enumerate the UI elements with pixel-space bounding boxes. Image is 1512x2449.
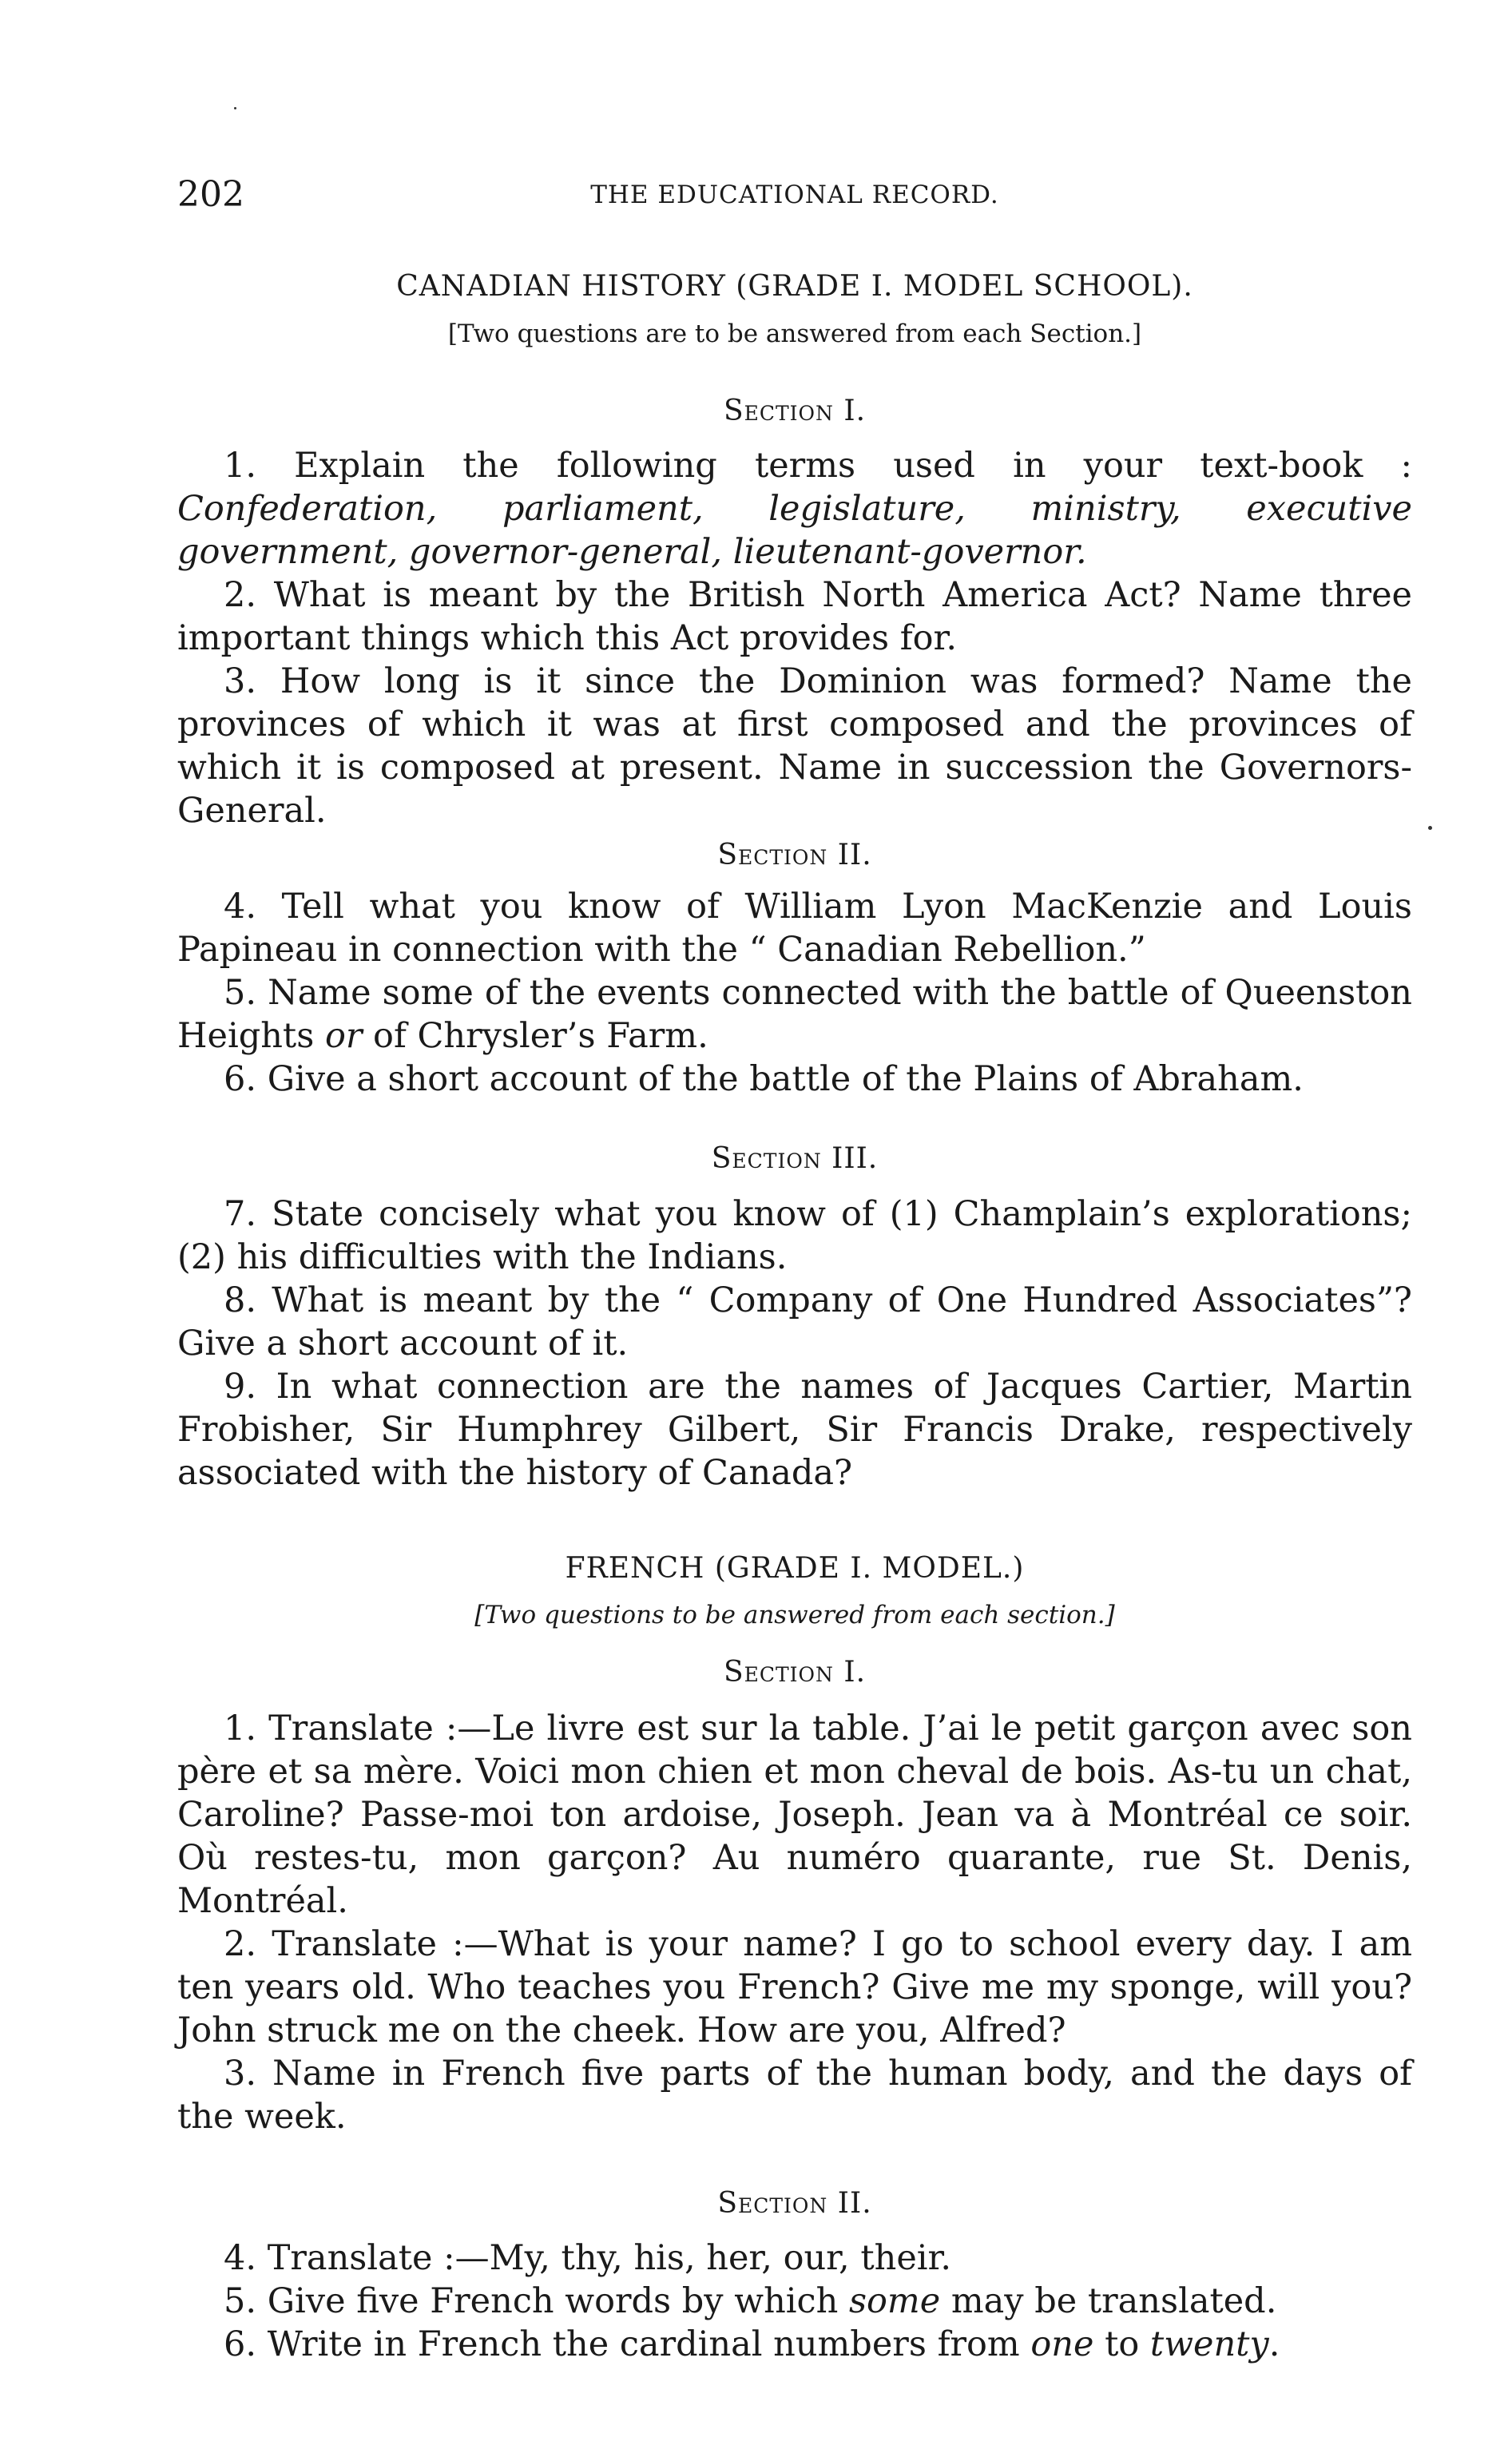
ch-section-2-questions (177, 885, 1412, 1101)
question-5: 5. Give five French words by which some may be translated. (224, 2281, 1277, 2321)
fr-section-2-heading: Section II. (717, 2187, 872, 2220)
french-instruction: [Two questions to be answered from each section.] (474, 1601, 1115, 1629)
canadian-history-title: CANADIAN HISTORY (GRADE I. MODEL SCHOOL). (396, 270, 1193, 303)
ch-section-2-heading: Section II. (717, 839, 872, 871)
question-7: 7. State concisely what you know of (1) Champlain’s explorations; (2) his difficulties with the Indians. (177, 1194, 1412, 1277)
question-1: 1. Explain the following terms used in your text-book : Confederation, parliament, legislature, ministry, executive government, governor-general, lieutenant-governor. (177, 446, 1412, 572)
question-6: 6. Give a short account of the battle of the Plains of Abraham. (224, 1059, 1304, 1099)
question-2: 2. Translate :—What is your name? I go to school every day. I am ten years old. Who teaches you French? Give me my sponge, will you? John struck me on the cheek. How are you, Alfred? (177, 1924, 1412, 2050)
fr-section-1-questions (177, 1707, 1412, 2138)
question-4: 4. Translate :—My, thy, his, her, our, their. (224, 2238, 952, 2278)
canadian-history-instruction: [Two questions are to be answered from each Section.] (447, 320, 1142, 348)
ch-section-1-heading: Section I. (723, 395, 867, 427)
question-9: 9. In what connection are the names of Jacques Cartier, Martin Frobisher, Sir Humphrey Gilbert, Sir Francis Drake, respectively associated with the history of Canada? (177, 1367, 1412, 1493)
fr-section-1-heading: Section I. (723, 1656, 867, 1689)
question-5: 5. Name some of the events connected with the battle of Queenston Heights or of Chrysler’s Farm. (177, 973, 1412, 1056)
ch-section-3-heading: Section III. (711, 1142, 879, 1175)
question-1-terms: Confederation, parliament, legislature, ministry, executive government, governor-general, lieutenant-governor. (177, 489, 1412, 572)
ink-speck (1428, 826, 1432, 830)
question-3: 3. How long is it since the Dominion was formed? Name the provinces of which it was at first composed and the provinces of which it is composed at present. Name in succession the Governors-General. (177, 661, 1412, 831)
question-2: 2. What is meant by the British North America Act? Name three important things which this Act provides for. (177, 575, 1412, 658)
running-title: THE EDUCATIONAL RECORD. (590, 181, 999, 209)
question-4: 4. Tell what you know of William Lyon MacKenzie and Louis Papineau in connection with the “ Canadian Rebellion.” (177, 887, 1412, 970)
page-number: 202 (177, 174, 244, 215)
fr-section-2-questions (177, 2237, 1412, 2366)
question-8: 8. What is meant by the “ Company of One Hundred Associates”? Give a short account of it. (177, 1280, 1412, 1363)
question-3: 3. Name in French five parts of the human body, and the days of the week. (177, 2054, 1412, 2137)
french-title: FRENCH (GRADE I. MODEL.) (565, 1552, 1025, 1585)
ch-section-1-questions (177, 444, 1412, 832)
question-1: 1. Translate :—Le livre est sur la table. J’ai le petit garçon avec son père et sa mère. Voici mon chien et mon cheval de bois. As-tu un chat, Caroline? Passe-moi ton ardoise, Joseph. Jean va à Montréal ce soir. Où restes-tu, mon garçon? Au numéro quarante, rue St. Denis, Montréal. (177, 1709, 1412, 1921)
running-header (177, 174, 1412, 222)
ch-section-3-questions (177, 1193, 1412, 1494)
question-6: 6. Write in French the cardinal numbers from one to twenty. (224, 2324, 1280, 2364)
ink-speck (234, 107, 236, 109)
